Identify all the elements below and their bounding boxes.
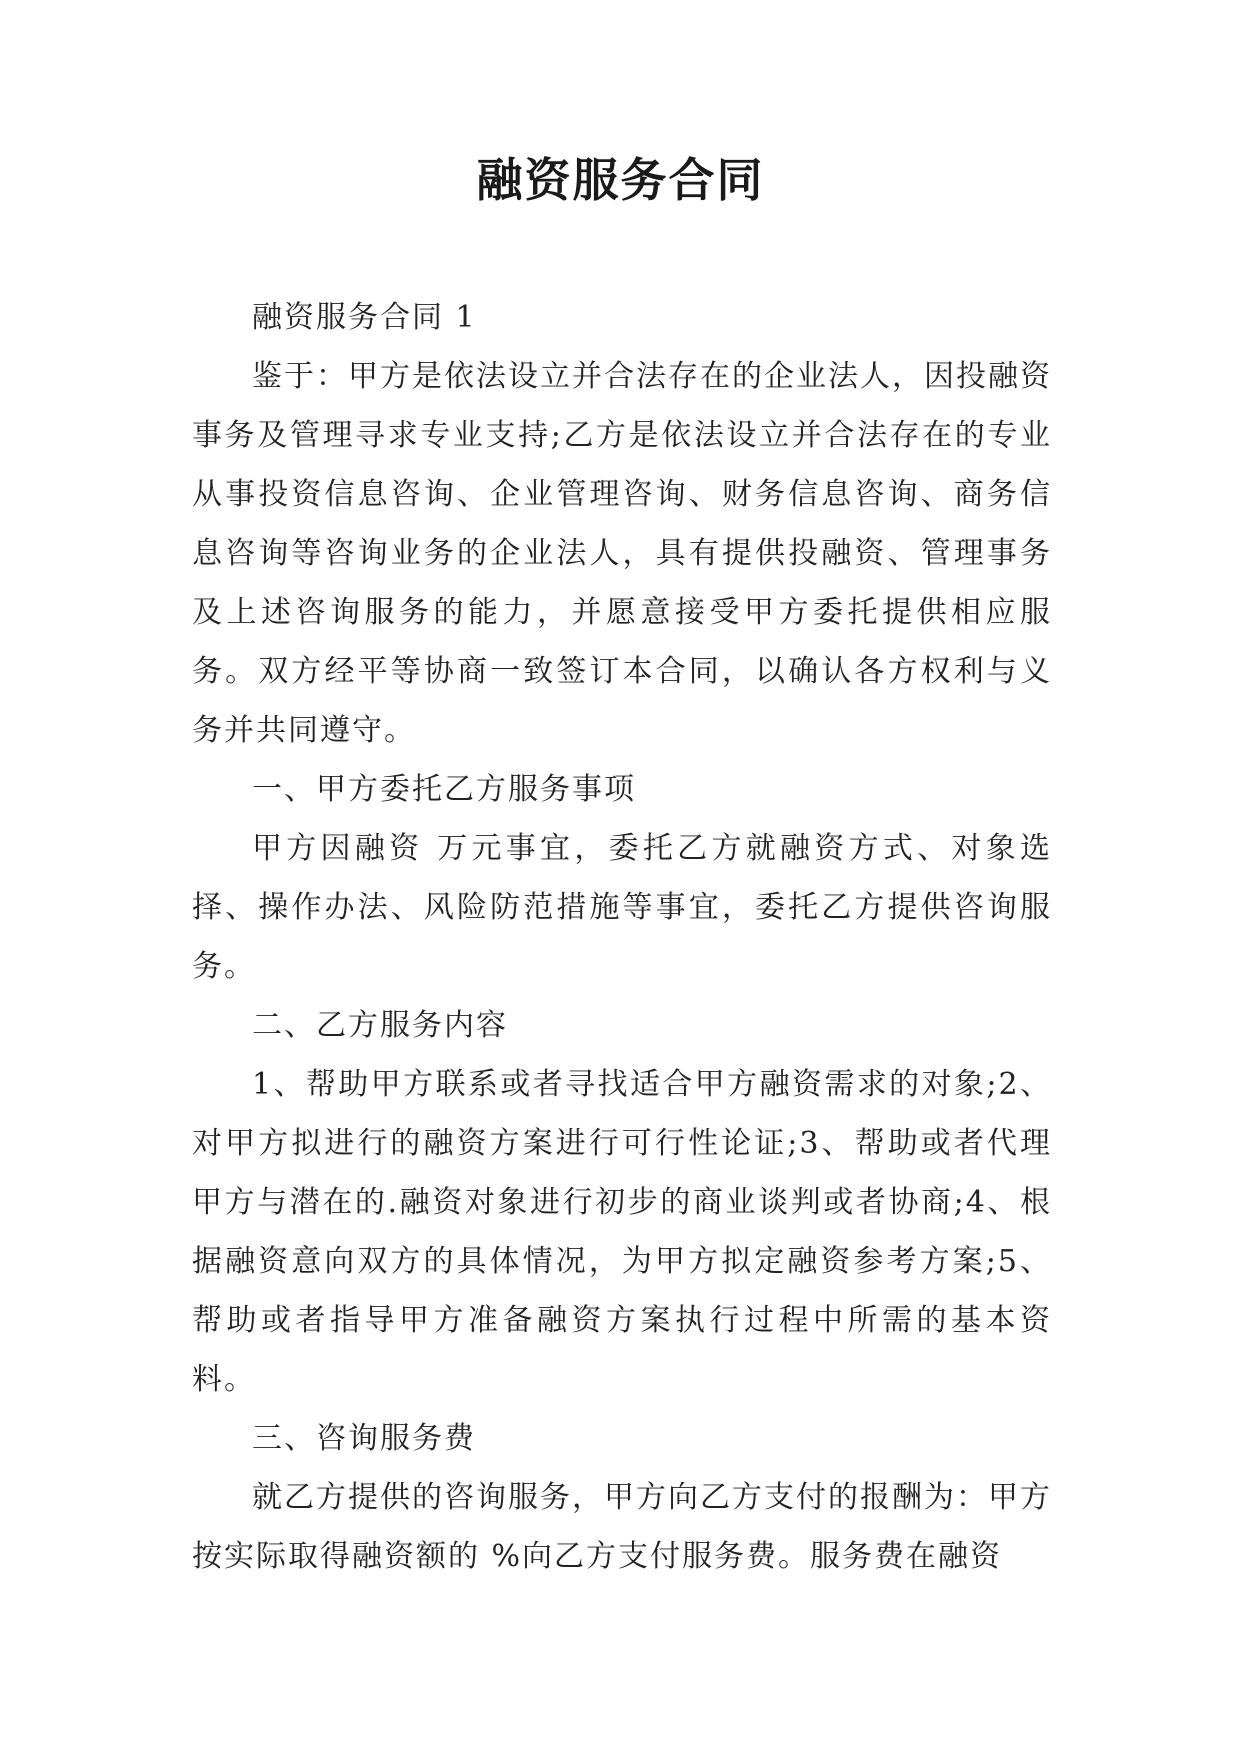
section-1-paragraph: 甲方因融资 万元事宜，委托乙方就融资方式、对象选择、操作办法、风险防范措施等事宜，委托乙方提供咨询服务。	[192, 831, 1052, 984]
preamble-paragraph: 鉴于：甲方是依法设立并合法存在的企业法人，因投融资事务及管理寻求专业支持;乙方是依法设立并合法存在的专业从事投资信息咨询、企业管理咨询、财务信息咨询、商务信息咨询等咨询业务的企业法人，具有提供投融资、管理事务及上述咨询服务的能力，并愿意接受甲方委托提供相应服务。双方经平等协商一致签订本合同，以确认各方权利与义务并共同遵守。	[192, 359, 1052, 748]
section-3-heading: 三、咨询服务费	[252, 1421, 476, 1456]
section-1-heading: 一、甲方委托乙方服务事项	[252, 772, 636, 807]
section-2-heading: 二、乙方服务内容	[252, 1008, 508, 1043]
document-title: 融资服务合同	[476, 153, 765, 207]
contract-number-heading: 融资服务合同 1	[252, 300, 477, 335]
section-2-paragraph: 1、帮助甲方联系或者寻找适合甲方融资需求的对象;2、对甲方拟进行的融资方案进行可行性论证;3、帮助或者代理甲方与潜在的.融资对象进行初步的商业谈判或者协商;4、根据融资意向双方的具体情况，为甲方拟定融资参考方案;5、帮助或者指导甲方准备融资方案执行过程中所需的基本资料。	[192, 1067, 1052, 1397]
section-3-paragraph: 就乙方提供的咨询服务，甲方向乙方支付的报酬为：甲方按实际取得融资额的 %向乙方支付服务费。服务费在融资	[192, 1480, 1052, 1574]
document-body	[192, 288, 1052, 1586]
